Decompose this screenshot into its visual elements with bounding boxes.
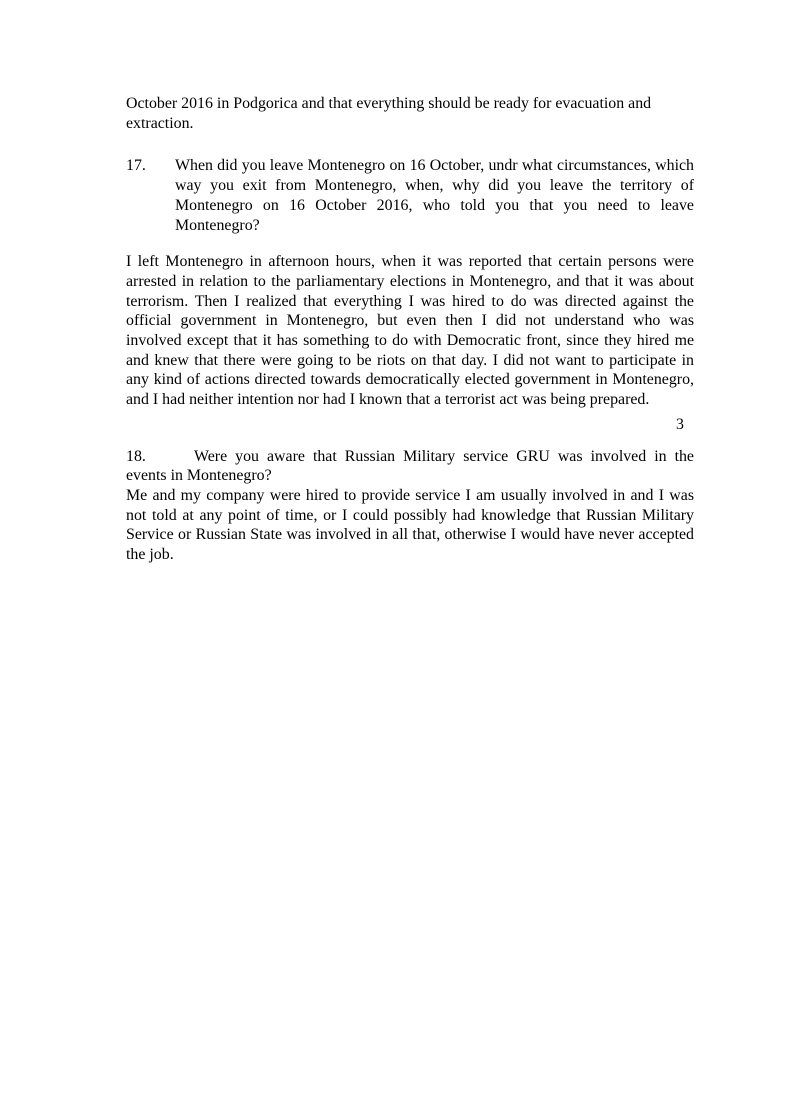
question-18-text: Were you aware that Russian Military service GRU was involved in the events in Montenegro? — [126, 447, 694, 485]
question-17 — [126, 156, 694, 235]
question-18-number: 18. — [126, 447, 146, 465]
answer-17: I left Montenegro in afternoon hours, when it was reported that certain persons were arrested in relation to the parliamentary elections in Montenegro, and that it was about terrorism. Then I realized that everything I was hired to do was directed against the official government in Montenegro, but even then I did not understand who was involved except that it has something to do with Democratic front, since they hired me and knew that there were going to be riots on that day. I did not want to participate in any kind of actions directed towards democratically elected government in Montenegro, and I had neither intention nor had I known that a terrorist act was being prepared. — [126, 253, 694, 409]
question-17-number: 17. — [126, 157, 146, 175]
question-17-text: When did you leave Montenegro on 16 October, undr what circumstances, which way you exit from Montenegro, when, why did you leave the territory of Montenegro on 16 October 2016, who told you that you need to leave Montenegro? — [175, 157, 694, 234]
answer-18: Me and my company were hired to provide service I am usually involved in and I was not told at any point of time, or I could possibly had knowledge that Russian Military Service or Russian State was involved in all that, otherwise I would have never accepted the job. — [126, 486, 694, 564]
document-content — [126, 94, 694, 565]
page-number: 3 — [676, 415, 684, 433]
question-18 — [126, 447, 694, 486]
continuation-paragraph: October 2016 in Podgorica and that everything should be ready for evacuation and extraction. — [126, 95, 652, 132]
